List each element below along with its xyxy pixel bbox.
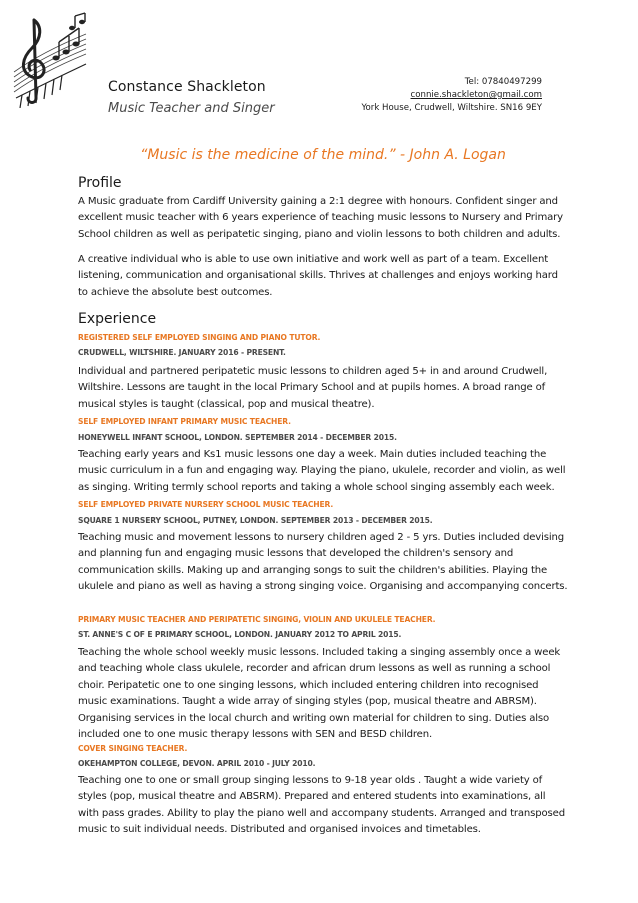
job-description: Teaching early years and Ks1 music lessons one day a week. Main duties included teaching the music curriculum in a fun and engaging way. Playing the piano, ukulele, recorder and violin, as well as singing. Writing termly school reports and taking a whole school singing assembly each week. bbox=[78, 449, 566, 493]
experience-heading: Experience bbox=[78, 311, 157, 327]
job-title: REGISTERED SELF EMPLOYED SINGING AND PIANO TUTOR. bbox=[78, 333, 321, 342]
profile-heading: Profile bbox=[78, 175, 122, 191]
job-title: SELF EMPLOYED PRIVATE NURSERY SCHOOL MUSIC TEACHER. bbox=[78, 500, 334, 509]
person-name: Constance Shackleton bbox=[108, 79, 266, 95]
job-description: Teaching one to one or small group singing lessons to 9-18 year olds . Taught a wide variety of styles (pop, musical theatre and ABSRM). Prepared and entered students into examinations, all with pass grades. Ability to play the piano well and accompany students. Arranged and transposed music to suit individual needs. Distributed and organised invoices and timetables. bbox=[78, 775, 565, 836]
job-place-dates: HONEYWELL INFANT SCHOOL, LONDON. SEPTEMBER 2014 - DECEMBER 2015. bbox=[78, 433, 397, 442]
music-notes-logo-icon bbox=[12, 12, 88, 108]
person-subtitle: Music Teacher and Singer bbox=[108, 101, 275, 116]
job-description: Individual and partnered peripatetic music lessons to children aged 5+ in and around Crudwell, Wiltshire. Lessons are taught in the local Primary School and at pupils homes. A broad range of musical styles is taught (classical, pop and musical theatre). bbox=[78, 366, 548, 410]
header-quote: “Music is the medicine of the mind.” - John A. Logan bbox=[140, 147, 506, 163]
contact-email-link[interactable]: connie.shackleton@gmail.com bbox=[410, 90, 542, 100]
contact-phone: Tel: 07840497299 bbox=[464, 77, 542, 87]
job-description: Teaching the whole school weekly music lessons. Included taking a singing assembly once a week and teaching whole class ukulele, recorder and african drum lessons as well as running a school choir. Peripatetic one to one singing lessons, which included entering children into recognised music examinations. Taught a wide array of singing styles (pop, musical theatre and ABRSM). Organising services in the local church and writing own material for children to sing. Duties also included one to one music therapy lessons with SEN and BESD children. bbox=[78, 647, 561, 741]
job-title: COVER SINGING TEACHER. bbox=[78, 744, 188, 753]
job-place-dates: ST. ANNE'S C OF E PRIMARY SCHOOL, LONDON. JANUARY 2012 TO APRIL 2015. bbox=[78, 630, 402, 639]
job-place-dates: OKEHAMPTON COLLEGE, DEVON. APRIL 2010 - JULY 2010. bbox=[78, 759, 316, 768]
job-place-dates: SQUARE 1 NURSERY SCHOOL, PUTNEY, LONDON. SEPTEMBER 2013 - DECEMBER 2015. bbox=[78, 516, 433, 525]
job-title: PRIMARY MUSIC TEACHER AND PERIPATETIC SINGING, VIOLIN AND UKULELE TEACHER. bbox=[78, 615, 436, 624]
contact-address: York House, Crudwell, Wiltshire. SN16 9EY bbox=[361, 103, 542, 113]
profile-paragraph-1: A Music graduate from Cardiff University gaining a 2:1 degree with honours. Confident singer and excellent music teacher with 6 years experience of teaching music lessons to Nursery and Primary School children as well as peripatetic singing, piano and violin lessons to both children and adults. bbox=[78, 196, 564, 240]
profile-paragraph-2: A creative individual who is able to use own initiative and work well as part of a team. Excellent listening, communication and organisational skills. Thrives at challenges and enjoys working hard to achieve the absolute best outcomes. bbox=[78, 254, 558, 298]
contact-details bbox=[361, 76, 542, 115]
job-title: SELF EMPLOYED INFANT PRIMARY MUSIC TEACHER. bbox=[78, 417, 291, 426]
job-description: Teaching music and movement lessons to nursery children aged 2 - 5 yrs. Duties included devising and planning fun and engaging music lessons that developed the children's sensory and communication skills. Making up and arranging songs to suit the children's abilities. Playing the ukulele and piano as well as having a strong singing voice. Organising and accompanying concerts. bbox=[78, 532, 568, 593]
job-place-dates: CRUDWELL, WILTSHIRE. JANUARY 2016 - PRESENT. bbox=[78, 348, 286, 357]
